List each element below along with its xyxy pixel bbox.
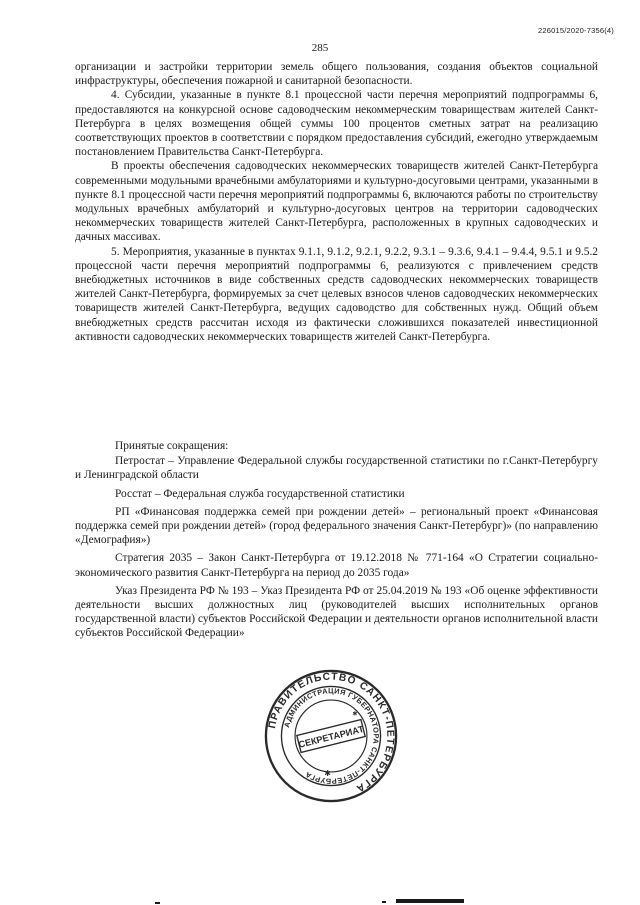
paragraph-subsidies: 4. Субсидии, указанные в пункте 8.1 процессной части перечня мероприятий подпрограммы 6, предоставляются на конкурсной основе садоводческим некоммерческим товариществам жителей Санкт-Петербурга в целях возмещения общей суммы 100 процентов сметных затрат на реализацию соответствующих проектов в соответствии с порядком предоставления субсидий, ежегодно утверждаемым постановлением Правительства Санкт-Петербурга. [75, 89, 598, 159]
document-registration-number: 226015/2020-7356(4) [538, 26, 614, 35]
abbreviation-item: Петростат – Управление Федеральной службы государственной статистики по г.Санкт-Петербургу и Ленинградской области [75, 455, 598, 482]
stamp-star-icon: ✱ [352, 711, 358, 718]
abbreviation-item: Стратегия 2035 – Закон Санкт-Петербурга от 19.12.2018 № 771-164 «О Стратегии социально-экономического развития Санкт-Петербурга на период до 2035 года» [75, 552, 598, 579]
stamp-outer-text: ПРАВИТЕЛЬСТВО САНКТ-ПЕТЕРБУРГА [267, 671, 396, 795]
abbreviation-item: Указ Президента РФ № 193 – Указ Президента РФ от 25.04.2019 № 193 «Об оценке эффективности деятельности высших должностных лиц (руководителей высших исполнительных органов государственной власти) субъектов Российской Федерации и деятельности органов исполнительной власти субъектов Российской Федерации» [75, 584, 598, 640]
stamp-center-text: СЕКРЕТАРИАТ [297, 723, 365, 750]
main-text-block [75, 60, 598, 344]
abbreviation-item: РП «Финансовая поддержка семей при рождении детей» – региональный проект «Финансовая поддержка семей при рождении детей» (город федерального значения Санкт-Петербург)» (по направлению «Демография») [75, 505, 598, 547]
stamp-star-icon: ✱ [324, 768, 331, 778]
abbreviations-section [75, 439, 598, 641]
paragraph-measures: 5. Мероприятия, указанные в пунктах 9.1.1, 9.1.2, 9.2.1, 9.2.2, 9.3.1 – 9.3.6, 9.4.1 – 9.4.4, 9.5.1 и 9.5.2 процессной части перечня мероприятий подпрограммы 6, реализуются с привлечением средств внебюджетных источников в виде собственных средств садоводческих некоммерческих товариществ жителей Санкт-Петербурга, формируемых за счет целевых взносов членов садоводческих некоммерческих товариществ жителей Санкт-Петербурга, ведущих садоводство для собственных нужд. Общий объем внебюджетных средств рассчитан исходя из фактически сложившихся показателей инвестиционной активности садоводческих некоммерческих товариществ жителей Санкт-Петербурга. [75, 245, 598, 343]
abbreviations-heading: Принятые сокращения: [115, 440, 229, 452]
page-number: 285 [311, 42, 329, 54]
abbreviation-item: Росстат – Федеральная служба государственной статистики [115, 487, 405, 500]
scan-bottom-edge-marks [0, 893, 640, 905]
stamp-inner-text: АДМИНИСТРАЦИЯ ГУБЕРНАТОРА САНКТ-ПЕТЕРБУРГА [282, 686, 381, 786]
secretariat-stamp [263, 668, 399, 804]
paragraph-projects: В проекты обеспечения садоводческих некоммерческих товариществ жителей Санкт-Петербурга современными модульными врачебными амбулаториями и культурно-досуговыми центрами, указанными в пункте 8.1 процессной части перечня мероприятий подпрограммы 6, включаются работы по строительству модульных врачебных амбулаторий и культурно-досуговых центров на территории садоводческих некоммерческих товариществ жителей Санкт-Петербурга, расположенных в крупных садоводческих и дачных массивах. [75, 160, 598, 244]
paragraph-continuation: организации и застройки территории земель общего пользования, создания объектов социальной инфраструктуры, обеспечения пожарной и санитарной безопасности. [75, 61, 598, 88]
